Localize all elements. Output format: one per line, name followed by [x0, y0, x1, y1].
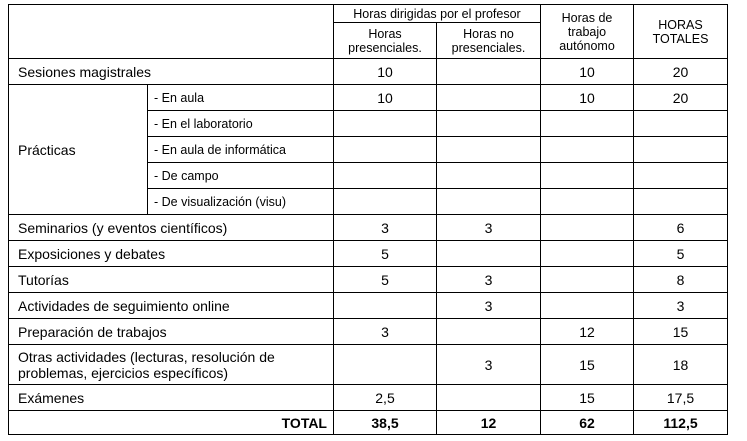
- cell-no-presenciales: [437, 189, 541, 215]
- header-presenciales: Horas presenciales.: [334, 23, 437, 59]
- cell-total: 15: [634, 319, 728, 345]
- cell-autonomo: 10: [541, 85, 634, 111]
- subrow-label: - En aula: [148, 85, 334, 111]
- cell-no-presenciales: 3: [437, 267, 541, 293]
- cell-total: 5: [634, 241, 728, 267]
- cell-presenciales: [334, 345, 437, 385]
- cell-no-presenciales: [437, 137, 541, 163]
- cell-presenciales: [334, 163, 437, 189]
- table-row: [9, 215, 728, 241]
- header-group-label: Horas dirigidas por el profesor: [334, 5, 541, 23]
- cell-total: [634, 137, 728, 163]
- cell-autonomo: [541, 111, 634, 137]
- cell-presenciales: [334, 189, 437, 215]
- table-row: [9, 293, 728, 319]
- cell-presenciales: 10: [334, 59, 437, 85]
- table-row: [9, 85, 728, 111]
- cell-total: [634, 189, 728, 215]
- cell-no-presenciales: [437, 59, 541, 85]
- cell-presenciales: 10: [334, 85, 437, 111]
- table-row: [9, 267, 728, 293]
- row-label: Actividades de seguimiento online: [9, 293, 334, 319]
- cell-no-presenciales: [437, 319, 541, 345]
- table-row: [9, 319, 728, 345]
- row-label: Tutorías: [9, 267, 334, 293]
- cell-no-presenciales: [437, 385, 541, 411]
- subrow-label: - En el laboratorio: [148, 111, 334, 137]
- total-label: TOTAL: [9, 411, 334, 435]
- cell-total: 3: [634, 293, 728, 319]
- row-label: Otras actividades (lecturas, resolución de problemas, ejercicios específicos): [9, 345, 334, 385]
- cell-no-presenciales: [437, 111, 541, 137]
- cell-total: 8: [634, 267, 728, 293]
- cell-no-presenciales: [437, 241, 541, 267]
- subrow-label: - De visualización (visu): [148, 189, 334, 215]
- cell-presenciales: [334, 293, 437, 319]
- total-autonomo: 62: [541, 411, 634, 435]
- cell-autonomo: 12: [541, 319, 634, 345]
- row-label: Seminarios (y eventos científicos): [9, 215, 334, 241]
- cell-total: 20: [634, 59, 728, 85]
- total-presenciales: 38,5: [334, 411, 437, 435]
- cell-total: [634, 111, 728, 137]
- cell-autonomo: 15: [541, 345, 634, 385]
- cell-total: [634, 163, 728, 189]
- cell-total: 18: [634, 345, 728, 385]
- table-row: [9, 345, 728, 385]
- cell-no-presenciales: [437, 163, 541, 189]
- cell-autonomo: 10: [541, 59, 634, 85]
- subrow-label: - En aula de informática: [148, 137, 334, 163]
- row-label: Preparación de trabajos: [9, 319, 334, 345]
- cell-autonomo: [541, 293, 634, 319]
- cell-no-presenciales: 3: [437, 215, 541, 241]
- cell-autonomo: [541, 215, 634, 241]
- cell-total: 20: [634, 85, 728, 111]
- hours-table: [8, 4, 728, 435]
- cell-total: 17,5: [634, 385, 728, 411]
- cell-no-presenciales: 3: [437, 345, 541, 385]
- header-autonomo: Horas de trabajo autónomo: [541, 5, 634, 59]
- cell-presenciales: 5: [334, 267, 437, 293]
- cell-presenciales: [334, 111, 437, 137]
- cell-presenciales: 2,5: [334, 385, 437, 411]
- header-no-presenciales: Horas no presenciales.: [437, 23, 541, 59]
- cell-presenciales: 3: [334, 215, 437, 241]
- cell-autonomo: [541, 267, 634, 293]
- cell-no-presenciales: [437, 85, 541, 111]
- header-blank: [9, 5, 334, 59]
- cell-no-presenciales: 3: [437, 293, 541, 319]
- table-row: [9, 241, 728, 267]
- cell-autonomo: [541, 137, 634, 163]
- cell-presenciales: 5: [334, 241, 437, 267]
- row-label: Sesiones magistrales: [9, 59, 334, 85]
- header-totales: HORAS TOTALES: [634, 5, 728, 59]
- total-row: [9, 411, 728, 435]
- practicas-label: Prácticas: [9, 85, 148, 215]
- subrow-label: - De campo: [148, 163, 334, 189]
- total-total: 112,5: [634, 411, 728, 435]
- cell-presenciales: 3: [334, 319, 437, 345]
- cell-autonomo: 15: [541, 385, 634, 411]
- cell-autonomo: [541, 163, 634, 189]
- cell-autonomo: [541, 241, 634, 267]
- cell-presenciales: [334, 137, 437, 163]
- table-row: [9, 59, 728, 85]
- header-row-1: [9, 5, 728, 23]
- cell-autonomo: [541, 189, 634, 215]
- row-label: Exámenes: [9, 385, 334, 411]
- cell-total: 6: [634, 215, 728, 241]
- total-no-presenciales: 12: [437, 411, 541, 435]
- row-label: Exposiciones y debates: [9, 241, 334, 267]
- table-row: [9, 385, 728, 411]
